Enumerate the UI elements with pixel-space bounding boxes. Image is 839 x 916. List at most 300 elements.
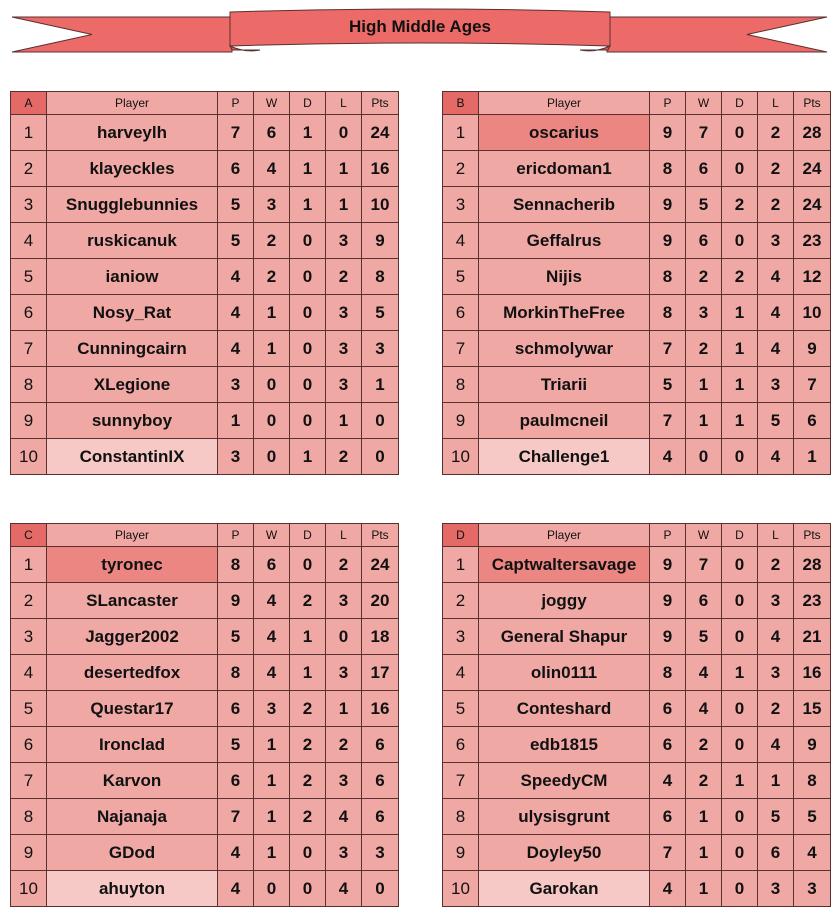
table-row xyxy=(11,151,399,187)
points-header: Pts xyxy=(362,92,399,115)
points-cell: 10 xyxy=(794,295,831,331)
points-cell: 6 xyxy=(794,403,831,439)
page-title: High Middle Ages xyxy=(349,17,491,36)
group-label: D xyxy=(443,524,479,547)
points-header: Pts xyxy=(794,524,831,547)
lost-cell: 3 xyxy=(758,871,794,907)
player-name-cell: tyronec xyxy=(47,547,218,583)
points-cell: 10 xyxy=(362,187,399,223)
table-row xyxy=(11,547,399,583)
won-cell: 6 xyxy=(254,115,290,151)
player-name-cell: Triarii xyxy=(479,367,650,403)
points-header: Pts xyxy=(794,92,831,115)
lost-cell: 5 xyxy=(758,799,794,835)
table-row xyxy=(11,295,399,331)
group-c-table xyxy=(10,523,399,907)
points-header: Pts xyxy=(362,524,399,547)
won-header: W xyxy=(686,524,722,547)
won-cell: 4 xyxy=(686,691,722,727)
lost-cell: 4 xyxy=(758,331,794,367)
drawn-cell: 0 xyxy=(290,295,326,331)
player-name-cell: Doyley50 xyxy=(479,835,650,871)
points-cell: 4 xyxy=(794,835,831,871)
won-cell: 4 xyxy=(254,655,290,691)
lost-header: L xyxy=(326,524,362,547)
player-name-cell: Geffalrus xyxy=(479,223,650,259)
table-row xyxy=(443,583,831,619)
points-cell: 12 xyxy=(794,259,831,295)
won-cell: 1 xyxy=(686,835,722,871)
table-row xyxy=(11,835,399,871)
lost-cell: 3 xyxy=(326,331,362,367)
rank-cell: 5 xyxy=(11,691,47,727)
lost-cell: 1 xyxy=(326,691,362,727)
rank-cell: 9 xyxy=(11,835,47,871)
group-a-table xyxy=(10,91,399,475)
rank-cell: 1 xyxy=(443,115,479,151)
won-cell: 1 xyxy=(686,799,722,835)
played-cell: 3 xyxy=(218,439,254,475)
lost-cell: 3 xyxy=(326,583,362,619)
drawn-cell: 0 xyxy=(290,223,326,259)
rank-cell: 10 xyxy=(11,871,47,907)
played-cell: 1 xyxy=(218,403,254,439)
points-cell: 8 xyxy=(362,259,399,295)
rank-cell: 4 xyxy=(443,223,479,259)
won-cell: 1 xyxy=(254,295,290,331)
played-header: P xyxy=(650,524,686,547)
points-cell: 3 xyxy=(362,835,399,871)
played-cell: 7 xyxy=(650,403,686,439)
lost-cell: 2 xyxy=(758,691,794,727)
points-cell: 16 xyxy=(362,151,399,187)
points-cell: 18 xyxy=(362,619,399,655)
played-cell: 6 xyxy=(218,151,254,187)
table-row xyxy=(443,223,831,259)
points-cell: 9 xyxy=(794,727,831,763)
played-cell: 7 xyxy=(218,799,254,835)
drawn-cell: 1 xyxy=(290,187,326,223)
played-cell: 6 xyxy=(650,727,686,763)
rank-cell: 5 xyxy=(443,259,479,295)
played-cell: 9 xyxy=(650,115,686,151)
won-cell: 1 xyxy=(254,835,290,871)
points-cell: 23 xyxy=(794,223,831,259)
won-cell: 4 xyxy=(254,619,290,655)
played-cell: 8 xyxy=(218,655,254,691)
won-cell: 6 xyxy=(686,223,722,259)
rank-cell: 3 xyxy=(11,187,47,223)
player-name-cell: schmolywar xyxy=(479,331,650,367)
played-cell: 5 xyxy=(650,367,686,403)
rank-cell: 7 xyxy=(11,763,47,799)
played-cell: 8 xyxy=(650,655,686,691)
points-cell: 7 xyxy=(794,367,831,403)
rank-cell: 3 xyxy=(443,619,479,655)
player-name-cell: SpeedyCM xyxy=(479,763,650,799)
played-cell: 9 xyxy=(650,187,686,223)
title-banner xyxy=(0,0,839,60)
drawn-cell: 0 xyxy=(722,691,758,727)
rank-cell: 8 xyxy=(11,367,47,403)
points-cell: 6 xyxy=(362,727,399,763)
table-row xyxy=(443,799,831,835)
rank-cell: 6 xyxy=(443,727,479,763)
group-b-table xyxy=(442,91,831,475)
table-row xyxy=(11,259,399,295)
table-row xyxy=(443,871,831,907)
won-header: W xyxy=(686,92,722,115)
rank-cell: 7 xyxy=(443,763,479,799)
won-cell: 5 xyxy=(686,187,722,223)
rank-cell: 4 xyxy=(443,655,479,691)
table-row xyxy=(443,691,831,727)
rank-cell: 3 xyxy=(443,187,479,223)
points-cell: 1 xyxy=(794,439,831,475)
rank-cell: 3 xyxy=(11,619,47,655)
group-label: A xyxy=(11,92,47,115)
group-label: C xyxy=(11,524,47,547)
points-cell: 3 xyxy=(362,331,399,367)
rank-cell: 2 xyxy=(11,583,47,619)
drawn-cell: 2 xyxy=(290,583,326,619)
lost-cell: 4 xyxy=(758,619,794,655)
lost-cell: 1 xyxy=(758,763,794,799)
table-row xyxy=(443,655,831,691)
played-cell: 8 xyxy=(650,259,686,295)
lost-cell: 3 xyxy=(326,295,362,331)
drawn-cell: 0 xyxy=(722,151,758,187)
won-cell: 1 xyxy=(254,799,290,835)
drawn-header: D xyxy=(722,92,758,115)
lost-cell: 3 xyxy=(758,655,794,691)
table-row xyxy=(11,763,399,799)
lost-cell: 3 xyxy=(758,367,794,403)
player-name-cell: Nijis xyxy=(479,259,650,295)
played-cell: 5 xyxy=(218,619,254,655)
played-header: P xyxy=(218,92,254,115)
drawn-cell: 0 xyxy=(722,439,758,475)
lost-cell: 1 xyxy=(326,151,362,187)
points-cell: 28 xyxy=(794,115,831,151)
drawn-header: D xyxy=(290,92,326,115)
lost-cell: 4 xyxy=(758,439,794,475)
player-name-cell: Conteshard xyxy=(479,691,650,727)
points-cell: 0 xyxy=(362,439,399,475)
lost-cell: 3 xyxy=(326,367,362,403)
won-header: W xyxy=(254,92,290,115)
rank-cell: 9 xyxy=(443,403,479,439)
table-row xyxy=(443,439,831,475)
drawn-cell: 1 xyxy=(722,403,758,439)
won-cell: 4 xyxy=(686,655,722,691)
lost-cell: 2 xyxy=(758,115,794,151)
header-row xyxy=(443,92,831,115)
player-name-cell: joggy xyxy=(479,583,650,619)
lost-cell: 4 xyxy=(326,799,362,835)
table-row xyxy=(11,727,399,763)
played-cell: 6 xyxy=(218,691,254,727)
points-cell: 16 xyxy=(794,655,831,691)
player-header: Player xyxy=(479,524,650,547)
player-name-cell: Garokan xyxy=(479,871,650,907)
rank-cell: 1 xyxy=(11,547,47,583)
lost-cell: 1 xyxy=(326,403,362,439)
won-cell: 3 xyxy=(254,691,290,727)
drawn-cell: 1 xyxy=(290,655,326,691)
won-cell: 0 xyxy=(254,439,290,475)
rank-cell: 6 xyxy=(443,295,479,331)
won-cell: 7 xyxy=(686,547,722,583)
drawn-cell: 0 xyxy=(722,547,758,583)
player-name-cell: sunnyboy xyxy=(47,403,218,439)
rank-cell: 10 xyxy=(443,439,479,475)
lost-cell: 3 xyxy=(326,835,362,871)
table-row xyxy=(11,367,399,403)
lost-cell: 2 xyxy=(758,187,794,223)
header-row xyxy=(443,524,831,547)
lost-cell: 4 xyxy=(758,259,794,295)
drawn-cell: 0 xyxy=(290,403,326,439)
table-row xyxy=(11,655,399,691)
played-cell: 7 xyxy=(218,115,254,151)
rank-cell: 1 xyxy=(11,115,47,151)
drawn-cell: 0 xyxy=(290,871,326,907)
played-cell: 5 xyxy=(218,727,254,763)
player-name-cell: edb1815 xyxy=(479,727,650,763)
table-row xyxy=(11,871,399,907)
drawn-cell: 2 xyxy=(722,259,758,295)
lost-cell: 3 xyxy=(326,223,362,259)
rank-cell: 4 xyxy=(11,655,47,691)
lost-cell: 0 xyxy=(326,115,362,151)
points-cell: 16 xyxy=(362,691,399,727)
lost-cell: 3 xyxy=(758,223,794,259)
drawn-cell: 0 xyxy=(722,619,758,655)
drawn-cell: 2 xyxy=(290,727,326,763)
player-name-cell: Sennacherib xyxy=(479,187,650,223)
points-cell: 6 xyxy=(362,763,399,799)
played-cell: 4 xyxy=(650,871,686,907)
points-cell: 1 xyxy=(362,367,399,403)
table-row xyxy=(443,835,831,871)
player-name-cell: Jagger2002 xyxy=(47,619,218,655)
player-name-cell: Karvon xyxy=(47,763,218,799)
drawn-cell: 0 xyxy=(722,115,758,151)
rank-cell: 8 xyxy=(11,799,47,835)
played-cell: 5 xyxy=(218,187,254,223)
drawn-header: D xyxy=(722,524,758,547)
played-cell: 9 xyxy=(218,583,254,619)
won-cell: 2 xyxy=(686,331,722,367)
player-name-cell: klayeckles xyxy=(47,151,218,187)
player-name-cell: ulysisgrunt xyxy=(479,799,650,835)
rank-cell: 2 xyxy=(443,151,479,187)
lost-cell: 2 xyxy=(758,547,794,583)
played-header: P xyxy=(218,524,254,547)
rank-cell: 2 xyxy=(11,151,47,187)
played-cell: 7 xyxy=(650,835,686,871)
won-cell: 3 xyxy=(686,295,722,331)
played-cell: 6 xyxy=(218,763,254,799)
player-name-cell: desertedfox xyxy=(47,655,218,691)
played-cell: 9 xyxy=(650,619,686,655)
points-cell: 20 xyxy=(362,583,399,619)
won-cell: 2 xyxy=(254,223,290,259)
rank-cell: 6 xyxy=(11,727,47,763)
points-cell: 3 xyxy=(794,871,831,907)
won-cell: 2 xyxy=(686,259,722,295)
lost-cell: 3 xyxy=(326,763,362,799)
points-cell: 21 xyxy=(794,619,831,655)
lost-cell: 0 xyxy=(326,619,362,655)
table-row xyxy=(443,727,831,763)
table-row xyxy=(11,799,399,835)
lost-cell: 4 xyxy=(758,295,794,331)
points-cell: 0 xyxy=(362,403,399,439)
played-cell: 3 xyxy=(218,367,254,403)
drawn-cell: 1 xyxy=(722,295,758,331)
player-header: Player xyxy=(479,92,650,115)
played-cell: 8 xyxy=(650,151,686,187)
player-name-cell: Nosy_Rat xyxy=(47,295,218,331)
points-cell: 23 xyxy=(794,583,831,619)
table-row xyxy=(11,439,399,475)
rank-cell: 4 xyxy=(11,223,47,259)
drawn-cell: 0 xyxy=(722,727,758,763)
lost-cell: 2 xyxy=(326,727,362,763)
played-cell: 9 xyxy=(650,547,686,583)
played-cell: 6 xyxy=(650,799,686,835)
drawn-cell: 2 xyxy=(290,691,326,727)
player-name-cell: Questar17 xyxy=(47,691,218,727)
played-cell: 4 xyxy=(650,763,686,799)
rank-cell: 5 xyxy=(11,259,47,295)
won-cell: 1 xyxy=(686,367,722,403)
group-d-table xyxy=(442,523,831,907)
table-row xyxy=(443,367,831,403)
drawn-cell: 0 xyxy=(290,331,326,367)
points-cell: 6 xyxy=(362,799,399,835)
table-row xyxy=(443,187,831,223)
drawn-cell: 1 xyxy=(290,115,326,151)
drawn-cell: 0 xyxy=(290,835,326,871)
drawn-cell: 1 xyxy=(290,439,326,475)
table-row xyxy=(11,223,399,259)
player-name-cell: olin0111 xyxy=(479,655,650,691)
won-cell: 0 xyxy=(254,367,290,403)
lost-header: L xyxy=(326,92,362,115)
won-cell: 7 xyxy=(686,115,722,151)
played-cell: 4 xyxy=(218,835,254,871)
won-cell: 1 xyxy=(254,727,290,763)
played-cell: 4 xyxy=(218,295,254,331)
rank-cell: 5 xyxy=(443,691,479,727)
won-cell: 4 xyxy=(254,583,290,619)
lost-cell: 4 xyxy=(326,871,362,907)
table-row xyxy=(11,583,399,619)
drawn-header: D xyxy=(290,524,326,547)
points-cell: 8 xyxy=(794,763,831,799)
lost-cell: 2 xyxy=(326,547,362,583)
played-cell: 4 xyxy=(650,439,686,475)
won-header: W xyxy=(254,524,290,547)
lost-cell: 2 xyxy=(758,151,794,187)
drawn-cell: 0 xyxy=(722,583,758,619)
header-row xyxy=(11,92,399,115)
player-name-cell: XLegione xyxy=(47,367,218,403)
table-row xyxy=(443,547,831,583)
player-name-cell: MorkinTheFree xyxy=(479,295,650,331)
drawn-cell: 1 xyxy=(722,655,758,691)
player-name-cell: Ironclad xyxy=(47,727,218,763)
drawn-cell: 0 xyxy=(290,259,326,295)
table-row xyxy=(11,403,399,439)
lost-cell: 2 xyxy=(326,259,362,295)
played-cell: 6 xyxy=(650,691,686,727)
player-name-cell: ruskicanuk xyxy=(47,223,218,259)
points-cell: 24 xyxy=(794,187,831,223)
drawn-cell: 2 xyxy=(290,799,326,835)
table-row xyxy=(11,115,399,151)
player-name-cell: ConstantinIX xyxy=(47,439,218,475)
points-cell: 28 xyxy=(794,547,831,583)
points-cell: 24 xyxy=(794,151,831,187)
player-name-cell: GDod xyxy=(47,835,218,871)
played-cell: 8 xyxy=(218,547,254,583)
won-cell: 4 xyxy=(254,151,290,187)
won-cell: 2 xyxy=(686,727,722,763)
drawn-cell: 0 xyxy=(722,223,758,259)
won-cell: 1 xyxy=(686,403,722,439)
table-row xyxy=(443,763,831,799)
player-name-cell: SLancaster xyxy=(47,583,218,619)
player-name-cell: Najanaja xyxy=(47,799,218,835)
won-cell: 6 xyxy=(686,583,722,619)
drawn-cell: 2 xyxy=(722,187,758,223)
drawn-cell: 1 xyxy=(722,367,758,403)
drawn-cell: 1 xyxy=(290,151,326,187)
won-cell: 6 xyxy=(686,151,722,187)
table-row xyxy=(11,331,399,367)
points-cell: 5 xyxy=(794,799,831,835)
played-cell: 5 xyxy=(218,223,254,259)
points-cell: 24 xyxy=(362,547,399,583)
rank-cell: 1 xyxy=(443,547,479,583)
rank-cell: 7 xyxy=(11,331,47,367)
rank-cell: 9 xyxy=(443,835,479,871)
drawn-cell: 1 xyxy=(722,763,758,799)
table-row xyxy=(443,115,831,151)
drawn-cell: 2 xyxy=(290,763,326,799)
lost-cell: 4 xyxy=(758,727,794,763)
table-row xyxy=(443,403,831,439)
points-cell: 15 xyxy=(794,691,831,727)
won-cell: 1 xyxy=(254,763,290,799)
won-cell: 0 xyxy=(686,439,722,475)
rank-cell: 8 xyxy=(443,799,479,835)
player-name-cell: harveylh xyxy=(47,115,218,151)
played-cell: 4 xyxy=(218,331,254,367)
rank-cell: 6 xyxy=(11,295,47,331)
played-header: P xyxy=(650,92,686,115)
points-cell: 0 xyxy=(362,871,399,907)
lost-cell: 6 xyxy=(758,835,794,871)
player-name-cell: ericdoman1 xyxy=(479,151,650,187)
rank-cell: 2 xyxy=(443,583,479,619)
drawn-cell: 0 xyxy=(290,367,326,403)
player-name-cell: Captwaltersavage xyxy=(479,547,650,583)
